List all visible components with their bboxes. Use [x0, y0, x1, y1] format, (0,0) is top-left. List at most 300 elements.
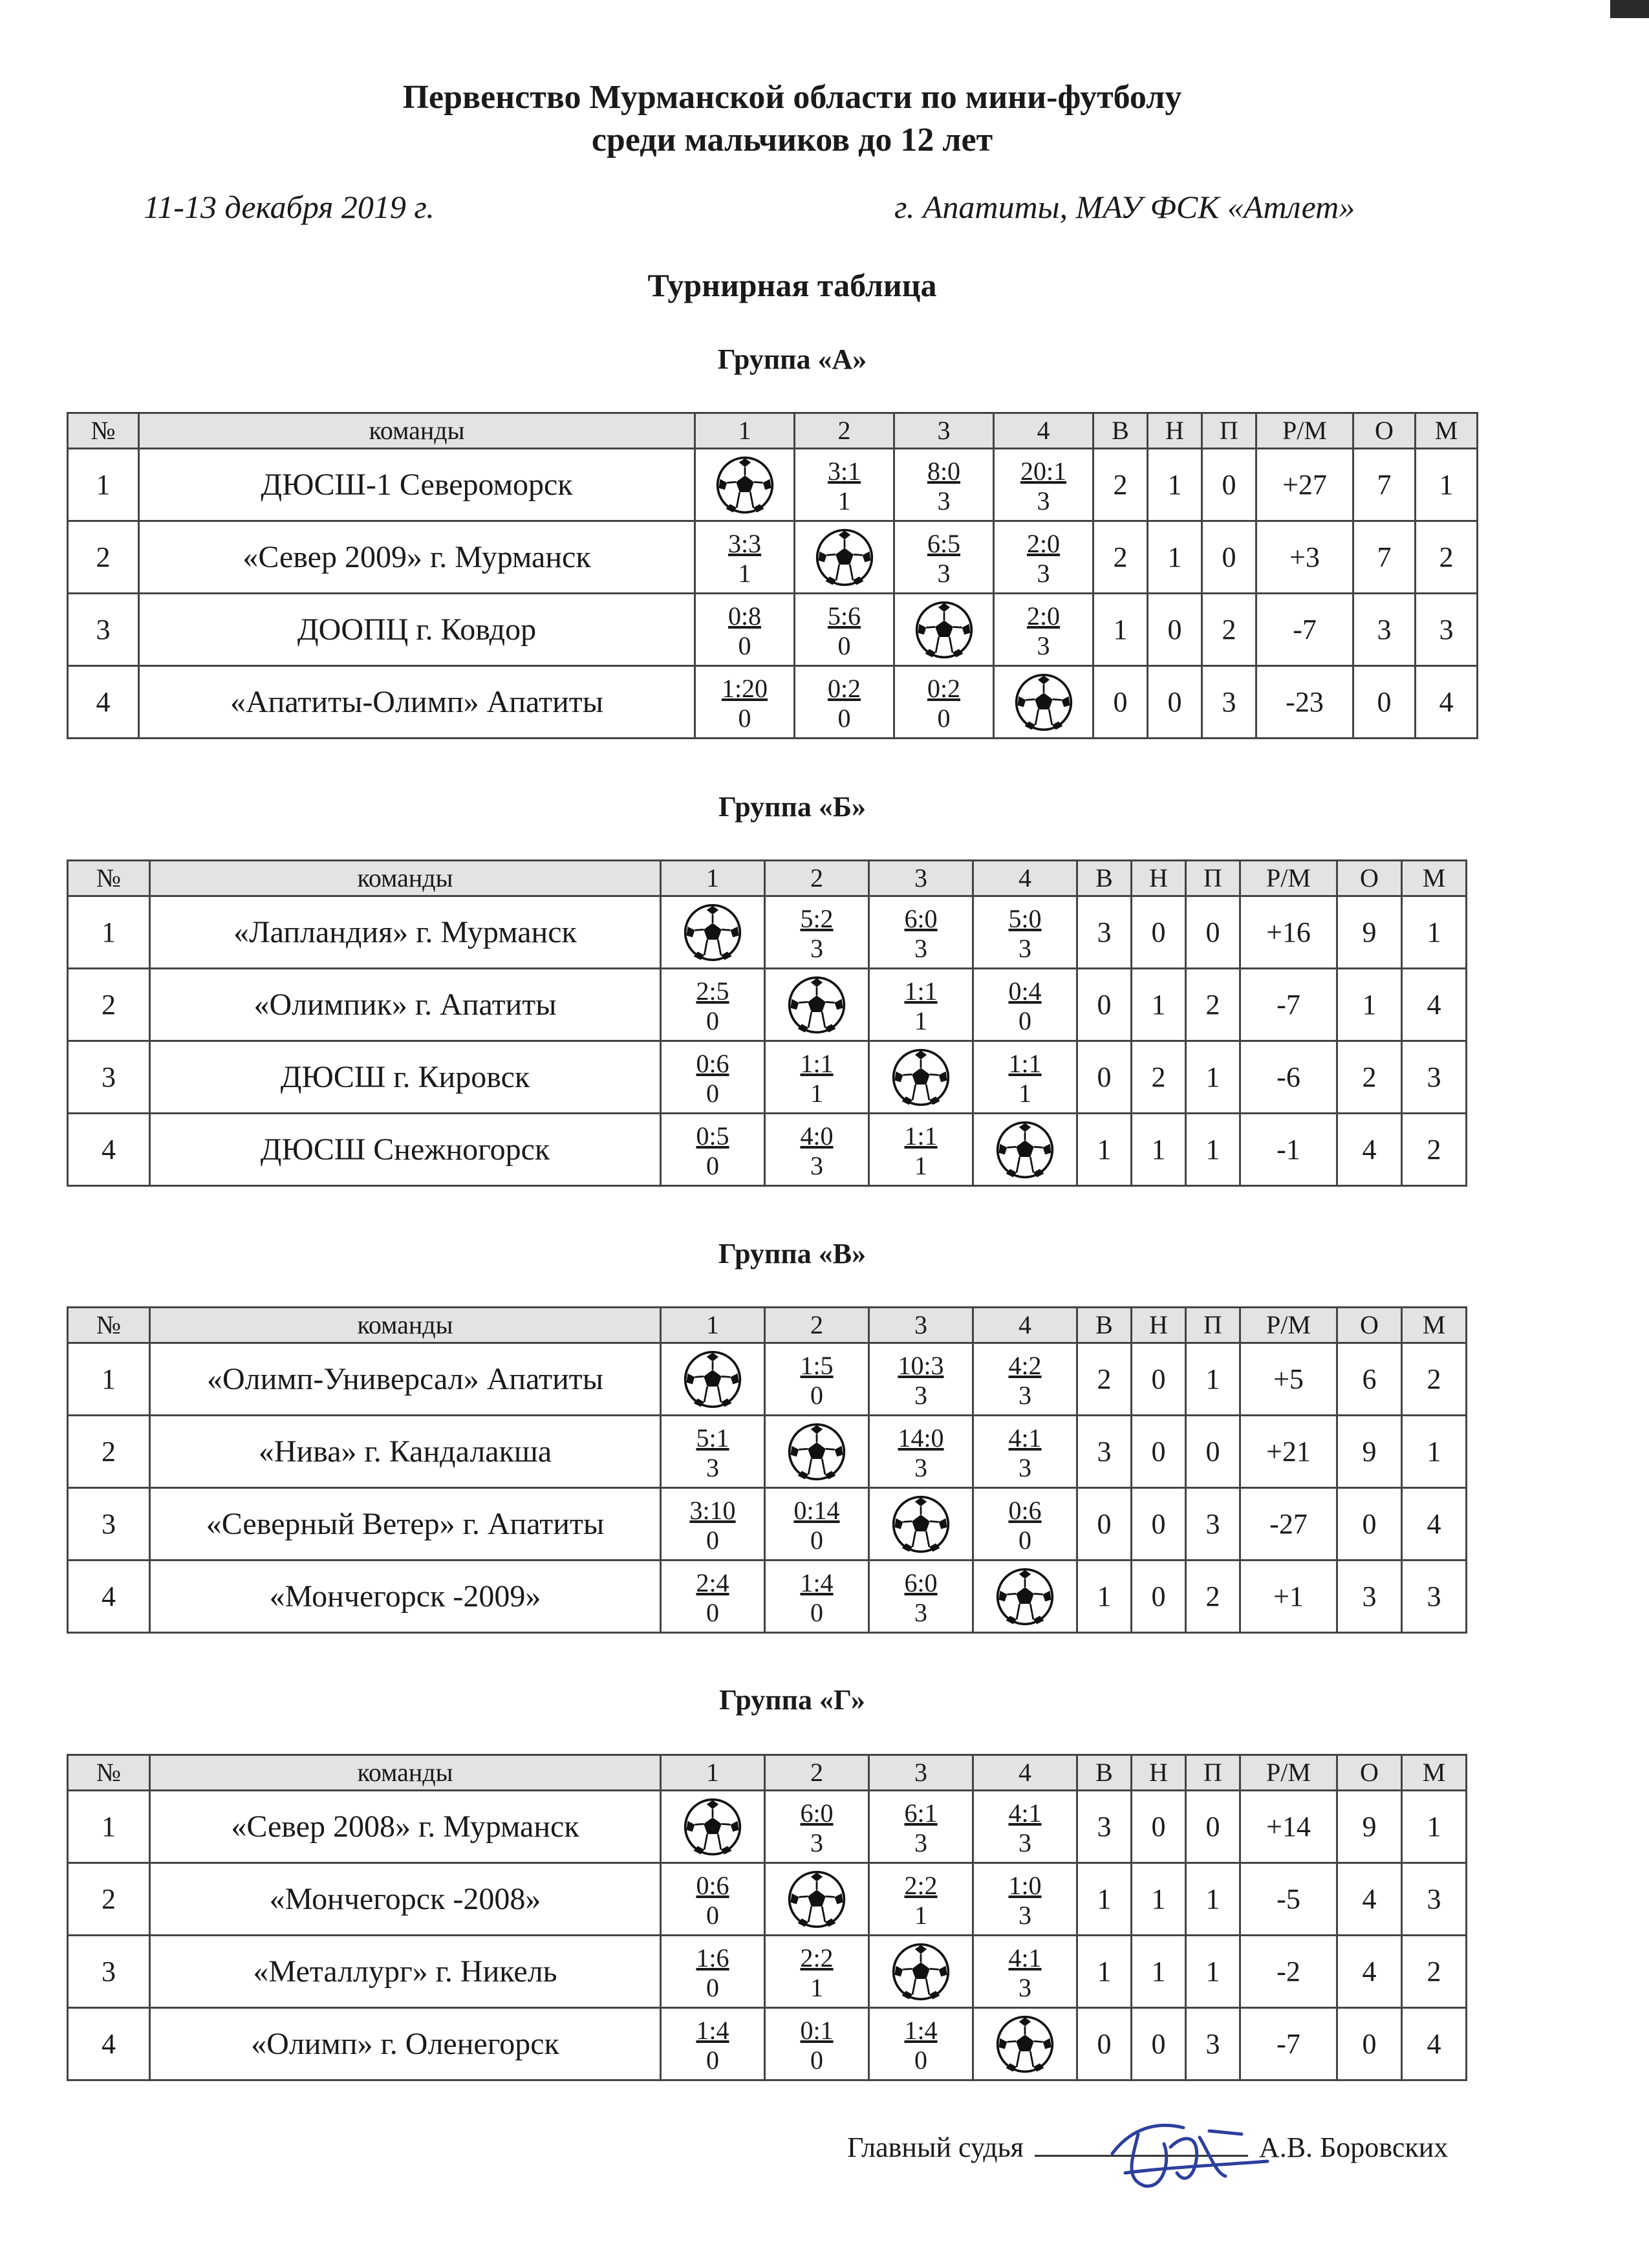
column-header-place: М [1402, 861, 1467, 896]
draws: 2 [1132, 1041, 1186, 1114]
match-points: 3 [914, 1598, 927, 1627]
column-header-gd: Р/М [1256, 413, 1353, 449]
wins: 2 [1094, 449, 1148, 521]
match-result [661, 1863, 765, 1936]
wins: 1 [1077, 1936, 1132, 2008]
column-header-g3: 3 [869, 1755, 973, 1791]
soccer-ball-icon [715, 455, 775, 515]
match-score: 0:6 [1008, 1496, 1042, 1525]
match-result [765, 1561, 869, 1633]
match-points: 3 [810, 1151, 823, 1180]
column-header-pts: О [1337, 1308, 1402, 1343]
match-points: 0 [706, 1526, 719, 1555]
table-row [68, 896, 1467, 969]
column-header-d: Н [1132, 861, 1186, 896]
table-row [68, 1561, 1467, 1633]
match-points: 0 [914, 2046, 927, 2075]
column-header-gd: Р/М [1240, 1308, 1337, 1343]
document-title-line2: среди мальчиков до 12 лет [591, 122, 993, 158]
team-name: «Север 2009» г. Мурманск [139, 521, 695, 594]
match-points: 0 [810, 2046, 823, 2075]
losses: 1 [1186, 1114, 1240, 1186]
team-name: «Северный Ветер» г. Апатиты [150, 1488, 661, 1561]
diagonal-cell [765, 969, 869, 1041]
wins: 2 [1077, 1343, 1132, 1416]
match-result [869, 1561, 973, 1633]
column-header-w: В [1077, 1308, 1132, 1343]
match-score: 6:0 [904, 904, 938, 933]
match-score: 3:1 [827, 457, 861, 486]
match-points: 0 [738, 704, 751, 733]
points: 0 [1337, 1488, 1402, 1561]
column-header-g1: 1 [661, 861, 765, 896]
goal-difference: +27 [1256, 449, 1353, 521]
goal-difference: +16 [1240, 896, 1337, 969]
match-result [973, 969, 1077, 1041]
draws: 0 [1132, 1561, 1186, 1633]
soccer-ball-icon [683, 903, 742, 962]
match-points: 3 [1018, 1381, 1031, 1410]
column-header-g4: 4 [973, 1755, 1077, 1791]
table-row [68, 1936, 1467, 2008]
table-header-row [68, 1755, 1467, 1791]
team-name: «Олимп-Универсал» Апатиты [150, 1343, 661, 1416]
column-header-g4: 4 [973, 861, 1077, 896]
points: 4 [1337, 1114, 1402, 1186]
match-points: 0 [837, 631, 851, 660]
table-row [68, 1488, 1467, 1561]
soccer-ball-icon [787, 1870, 846, 1929]
draws: 1 [1148, 521, 1202, 594]
team-name: «Олимпик» г. Апатиты [150, 969, 661, 1041]
column-header-d: Н [1132, 1308, 1186, 1343]
group-title: Группа «Г» [719, 1684, 865, 1716]
team-name: «Север 2008» г. Мурманск [150, 1791, 661, 1863]
row-number: 2 [68, 969, 150, 1041]
column-header-g1: 1 [661, 1308, 765, 1343]
wins: 0 [1077, 969, 1132, 1041]
match-points: 3 [1037, 486, 1050, 515]
match-score: 0:14 [793, 1496, 840, 1525]
table-row [68, 1791, 1467, 1863]
row-number: 3 [68, 594, 139, 666]
goal-difference: +14 [1240, 1791, 1337, 1863]
place: 4 [1402, 1488, 1467, 1561]
match-points: 1 [914, 1901, 927, 1930]
diagonal-cell [973, 2008, 1077, 2080]
column-header-place: М [1402, 1308, 1467, 1343]
match-points: 3 [937, 486, 951, 515]
table-row [68, 1041, 1467, 1114]
column-header-pts: О [1337, 1755, 1402, 1791]
match-points: 3 [937, 559, 951, 588]
column-header-num: № [68, 1308, 150, 1343]
goal-difference: -27 [1240, 1488, 1337, 1561]
wins: 0 [1077, 2008, 1132, 2080]
match-score: 20:1 [1020, 457, 1067, 486]
diagonal-cell [661, 896, 765, 969]
diagonal-cell [695, 449, 795, 521]
match-points: 3 [914, 1828, 927, 1857]
place: 2 [1416, 521, 1478, 594]
column-header-w: В [1077, 861, 1132, 896]
match-points: 0 [837, 704, 851, 733]
scan-corner-mark [1610, 0, 1649, 18]
match-result [765, 1936, 869, 2008]
goal-difference: +5 [1240, 1343, 1337, 1416]
draws: 1 [1132, 969, 1186, 1041]
points: 9 [1337, 896, 1402, 969]
match-result [795, 666, 894, 739]
match-score: 0:4 [1008, 977, 1042, 1006]
match-score: 1:1 [904, 1121, 938, 1150]
losses: 3 [1186, 1488, 1240, 1561]
draws: 1 [1148, 449, 1202, 521]
match-score: 1:20 [721, 674, 768, 703]
match-result [973, 1416, 1077, 1488]
match-result [994, 594, 1094, 666]
match-points: 0 [706, 1973, 719, 2002]
column-header-g2: 2 [765, 861, 869, 896]
match-result [765, 1343, 869, 1416]
row-number: 2 [68, 521, 139, 594]
losses: 1 [1186, 1343, 1240, 1416]
losses: 2 [1186, 969, 1240, 1041]
soccer-ball-icon [891, 1048, 951, 1107]
match-score: 1:4 [696, 2016, 729, 2045]
wins: 1 [1077, 1863, 1132, 1936]
match-result [765, 1114, 869, 1186]
wins: 0 [1077, 1488, 1132, 1561]
column-header-num: № [68, 1755, 150, 1791]
match-score: 1:0 [1008, 1871, 1042, 1900]
draws: 0 [1132, 1416, 1186, 1488]
row-number: 3 [68, 1488, 150, 1561]
group-title: Группа «В» [718, 1238, 867, 1269]
match-result [973, 1863, 1077, 1936]
team-name: «Лапландия» г. Мурманск [150, 896, 661, 969]
team-name: «Мончегорск -2008» [150, 1863, 661, 1936]
place: 3 [1402, 1041, 1467, 1114]
column-header-d: Н [1132, 1755, 1186, 1791]
match-points: 3 [914, 1453, 927, 1482]
goal-difference: +21 [1240, 1416, 1337, 1488]
match-score: 1:1 [904, 977, 938, 1006]
points: 7 [1353, 449, 1416, 521]
soccer-ball-icon [787, 975, 846, 1035]
goal-difference: -23 [1256, 666, 1353, 739]
match-points: 0 [1018, 1526, 1031, 1555]
match-points: 0 [706, 1079, 719, 1108]
goal-difference: -5 [1240, 1863, 1337, 1936]
match-score: 2:0 [1026, 601, 1061, 631]
match-result [973, 1488, 1077, 1561]
match-points: 3 [810, 1828, 823, 1857]
match-result [661, 1488, 765, 1561]
match-result [765, 896, 869, 969]
goal-difference: -7 [1240, 969, 1337, 1041]
row-number: 3 [68, 1041, 150, 1114]
match-points: 0 [706, 1006, 719, 1035]
points: 9 [1337, 1416, 1402, 1488]
diagonal-cell [973, 1561, 1077, 1633]
soccer-ball-icon [683, 1797, 742, 1857]
losses: 0 [1186, 1416, 1240, 1488]
draws: 0 [1148, 666, 1202, 739]
document-title: Первенство Мурманской области по мини-футболу [402, 79, 1182, 116]
match-points: 3 [1037, 631, 1050, 660]
place: 1 [1402, 896, 1467, 969]
row-number: 1 [68, 449, 139, 521]
match-result [795, 594, 894, 666]
losses: 0 [1202, 449, 1256, 521]
column-header-d: Н [1148, 413, 1202, 449]
column-header-pts: О [1337, 861, 1402, 896]
match-points: 3 [1018, 1453, 1031, 1482]
draws: 1 [1132, 1114, 1186, 1186]
match-points: 1 [837, 486, 851, 515]
match-score: 1:6 [696, 1943, 729, 1972]
column-header-g1: 1 [661, 1755, 765, 1791]
row-number: 2 [68, 1416, 150, 1488]
standings-table [67, 1754, 1467, 2081]
soccer-ball-icon [995, 1120, 1055, 1180]
match-points: 1 [1018, 1079, 1031, 1108]
table-row [68, 666, 1478, 739]
column-header-team: команды [150, 861, 661, 896]
column-header-team: команды [139, 413, 695, 449]
column-header-g2: 2 [765, 1755, 869, 1791]
points: 0 [1337, 2008, 1402, 2080]
match-points: 3 [1018, 1901, 1031, 1930]
team-name: «Металлург» г. Никель [150, 1936, 661, 2008]
column-header-team: команды [150, 1755, 661, 1791]
match-score: 0:6 [696, 1049, 729, 1078]
draws: 0 [1132, 896, 1186, 969]
table-row [68, 1114, 1467, 1186]
match-score: 5:1 [696, 1423, 729, 1453]
match-score: 2:0 [1026, 529, 1061, 558]
match-points: 3 [914, 1381, 927, 1410]
match-result [695, 666, 795, 739]
losses: 1 [1186, 1863, 1240, 1936]
draws: 0 [1132, 1343, 1186, 1416]
group-title: Группа «А» [717, 343, 867, 375]
match-score: 5:0 [1008, 904, 1042, 933]
points: 3 [1337, 1561, 1402, 1633]
match-result [869, 1863, 973, 1936]
match-score: 3:10 [689, 1496, 736, 1525]
points: 3 [1353, 594, 1416, 666]
match-result [869, 1114, 973, 1186]
match-points: 0 [706, 1151, 719, 1180]
table-row [68, 521, 1478, 594]
match-result [994, 521, 1094, 594]
soccer-ball-icon [914, 600, 974, 660]
column-header-g2: 2 [795, 413, 894, 449]
match-result [765, 1488, 869, 1561]
place: 1 [1402, 1791, 1467, 1863]
column-header-gd: Р/М [1240, 1755, 1337, 1791]
match-points: 3 [1037, 559, 1050, 588]
place: 3 [1416, 594, 1478, 666]
soccer-ball-icon [891, 1942, 951, 2002]
column-header-g4: 4 [994, 413, 1094, 449]
match-result [661, 2008, 765, 2080]
draws: 0 [1148, 594, 1202, 666]
column-header-team: команды [150, 1308, 661, 1343]
match-points: 3 [810, 934, 823, 963]
draws: 1 [1132, 1863, 1186, 1936]
team-name: ДЮСШ г. Кировск [150, 1041, 661, 1114]
column-header-num: № [68, 861, 150, 896]
row-number: 4 [68, 2008, 150, 2080]
place: 2 [1402, 1936, 1467, 2008]
match-points: 3 [706, 1453, 719, 1482]
standings-table [67, 412, 1478, 739]
losses: 0 [1186, 1791, 1240, 1863]
points: 9 [1337, 1791, 1402, 1863]
diagonal-cell [869, 1936, 973, 2008]
match-result [695, 594, 795, 666]
team-name: ДЮСШ Снежногорск [150, 1114, 661, 1186]
row-number: 1 [68, 1791, 150, 1863]
match-points: 1 [914, 1151, 927, 1180]
match-result [973, 1343, 1077, 1416]
match-result [765, 1041, 869, 1114]
table-row [68, 594, 1478, 666]
diagonal-cell [795, 521, 894, 594]
diagonal-cell [994, 666, 1094, 739]
match-points: 0 [810, 1381, 823, 1410]
judge-label: Главный судья [847, 2132, 1024, 2163]
standings-table [67, 1306, 1467, 1634]
match-score: 0:1 [800, 2016, 834, 2045]
table-header-row [68, 413, 1478, 449]
row-number: 3 [68, 1936, 150, 2008]
match-score: 0:2 [927, 674, 961, 703]
match-points: 0 [1018, 1006, 1031, 1035]
soccer-ball-icon [683, 1350, 742, 1409]
losses: 2 [1186, 1561, 1240, 1633]
match-result [869, 969, 973, 1041]
match-score: 5:6 [827, 601, 861, 631]
match-points: 0 [706, 1901, 719, 1930]
place: 3 [1402, 1863, 1467, 1936]
match-result [869, 1343, 973, 1416]
wins: 1 [1094, 594, 1148, 666]
match-result [869, 1416, 973, 1488]
judge-name: А.В. Боровских [1258, 2132, 1449, 2163]
match-points: 0 [706, 2046, 719, 2075]
match-score: 2:2 [904, 1871, 938, 1900]
match-score: 0:5 [696, 1121, 729, 1150]
match-result [695, 521, 795, 594]
place: 1 [1402, 1416, 1467, 1488]
points: 1 [1337, 969, 1402, 1041]
match-score: 0:6 [696, 1871, 729, 1900]
table-row [68, 2008, 1467, 2080]
match-result [661, 1561, 765, 1633]
match-score: 6:0 [800, 1798, 834, 1828]
match-points: 3 [914, 934, 927, 963]
points: 6 [1337, 1343, 1402, 1416]
match-score: 0:8 [727, 601, 762, 631]
row-number: 1 [68, 896, 150, 969]
diagonal-cell [973, 1114, 1077, 1186]
soccer-ball-icon [1014, 673, 1073, 732]
match-result [661, 1041, 765, 1114]
table-row [68, 1416, 1467, 1488]
match-result [869, 1791, 973, 1863]
match-score: 10:3 [898, 1351, 944, 1380]
wins: 3 [1077, 896, 1132, 969]
match-result [661, 1416, 765, 1488]
column-header-place: М [1416, 413, 1478, 449]
soccer-ball-icon [995, 1567, 1055, 1626]
match-points: 1 [914, 1006, 927, 1035]
match-points: 0 [706, 1598, 719, 1627]
match-score: 6:1 [904, 1798, 938, 1828]
goal-difference: -6 [1240, 1041, 1337, 1114]
draws: 1 [1132, 1936, 1186, 2008]
match-result [894, 449, 994, 521]
match-result [894, 666, 994, 739]
wins: 1 [1077, 1114, 1132, 1186]
losses: 2 [1202, 594, 1256, 666]
match-score: 2:5 [696, 977, 729, 1006]
diagonal-cell [869, 1488, 973, 1561]
diagonal-cell [661, 1343, 765, 1416]
losses: 3 [1186, 2008, 1240, 2080]
row-number: 4 [68, 666, 139, 739]
match-points: 1 [738, 559, 751, 588]
wins: 0 [1094, 666, 1148, 739]
match-score: 5:2 [800, 904, 834, 933]
team-name: «Олимп» г. Оленегорск [150, 2008, 661, 2080]
column-header-l: П [1186, 861, 1240, 896]
match-score: 0:2 [827, 674, 861, 703]
place: 2 [1402, 1343, 1467, 1416]
match-result [661, 969, 765, 1041]
match-result [765, 2008, 869, 2080]
match-result [973, 1936, 1077, 2008]
table-row [68, 1343, 1467, 1416]
soccer-ball-icon [891, 1495, 951, 1554]
match-score: 14:0 [898, 1423, 944, 1453]
match-score: 4:1 [1008, 1423, 1042, 1453]
diagonal-cell [869, 1041, 973, 1114]
losses: 1 [1186, 1041, 1240, 1114]
points: 4 [1337, 1863, 1402, 1936]
points: 0 [1353, 666, 1416, 739]
match-score: 6:0 [904, 1568, 938, 1597]
column-header-g3: 3 [869, 1308, 973, 1343]
judge-signature [1086, 2108, 1280, 2199]
match-result [973, 896, 1077, 969]
match-result [973, 1041, 1077, 1114]
match-score: 4:1 [1008, 1943, 1042, 1972]
losses: 1 [1186, 1936, 1240, 2008]
column-header-g3: 3 [894, 413, 994, 449]
match-points: 3 [1018, 1973, 1031, 2002]
team-name: «Нива» г. Кандалакша [150, 1416, 661, 1488]
column-header-l: П [1186, 1755, 1240, 1791]
table-row [68, 969, 1467, 1041]
match-points: 0 [810, 1598, 823, 1627]
column-header-l: П [1202, 413, 1256, 449]
match-result [765, 1791, 869, 1863]
